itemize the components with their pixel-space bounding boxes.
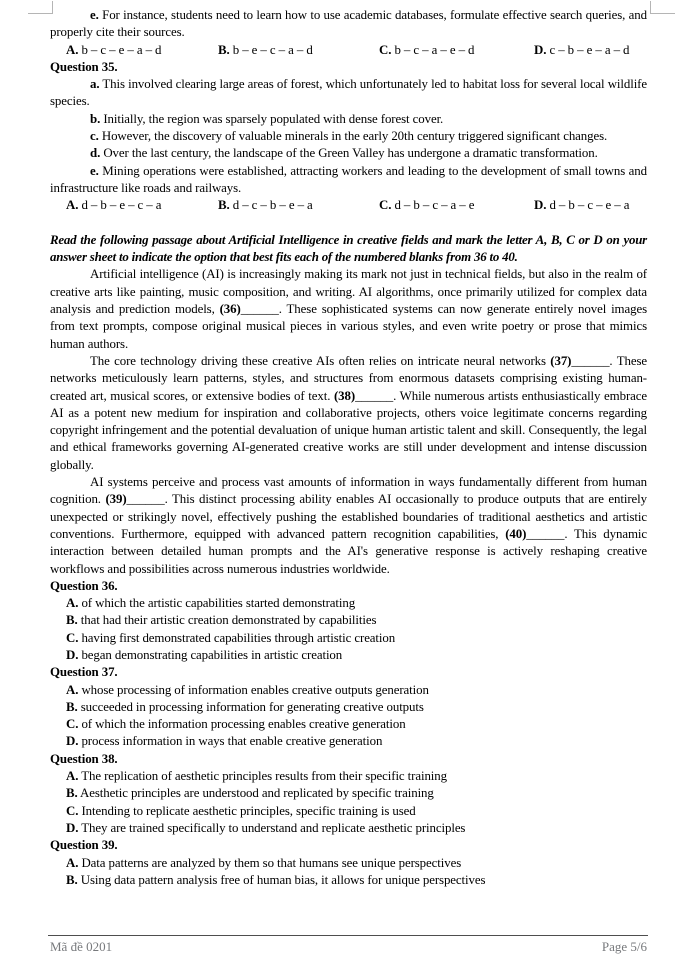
option-line <box>50 803 647 820</box>
option-text: Using data pattern analysis free of human bias, it allows for unique perspectives <box>77 872 486 887</box>
answer-option <box>218 197 379 214</box>
paragraph <box>50 163 647 198</box>
bold-text: a. <box>90 77 100 92</box>
option-label: D. <box>66 734 79 749</box>
option-text: of which the information processing enables creative generation <box>78 717 406 732</box>
option-line <box>50 682 647 699</box>
paragraph <box>50 111 647 128</box>
option-text: b – c – a – e – d <box>391 42 475 57</box>
option-text: d – b – e – c – a <box>78 198 162 213</box>
bold-text: (39) <box>105 492 127 507</box>
option-text: b – c – e – a – d <box>78 42 162 57</box>
exam-code: Mã đề 0201 <box>50 939 113 954</box>
option-line <box>50 647 647 664</box>
option-label: A. <box>66 682 79 697</box>
option-text: d – b – c – e – a <box>546 198 630 213</box>
option-text: The replication of aesthetic principles results from their specific training <box>78 769 447 784</box>
option-label: B. <box>66 872 78 887</box>
text-segment: Over the last century, the landscape of the Green Valley has undergone a dramatic transformation. <box>100 146 598 161</box>
option-label: B. <box>66 613 78 628</box>
page-number: Page 5/6 <box>601 939 647 954</box>
option-line <box>50 768 647 785</box>
bold-text: (37) <box>550 353 572 368</box>
option-line <box>50 630 647 647</box>
text-segment: AI systems perceive and process vast amounts of information in ways fundamentally different from human cognition. <box>50 475 647 507</box>
option-label: A. <box>66 198 79 213</box>
text-segment: However, the discovery of valuable minerals in the early 20th century triggered significant changes. <box>98 129 608 144</box>
answer-option <box>379 42 534 59</box>
option-label: B. <box>66 699 78 714</box>
option-label: D. <box>66 647 79 662</box>
text-segment: ______. This distinct processing ability enables AI occasionally to produce outputs that are entirely unexpected or strikingly novel, effectively pushing the established boundaries of traditional aesthetics and artistic conventions. Furthermore, equipped with advanced pattern recognition capabilities, <box>50 492 647 541</box>
question-header: Question 35. <box>50 59 118 74</box>
option-text: c – b – e – a – d <box>546 42 630 57</box>
paragraph <box>50 128 647 145</box>
text-segment: The core technology driving these creative AIs often relies on intricate neural networks <box>90 353 551 368</box>
text-segment: ______. These networks meticulously learn patterns, styles, and structures from enormous datasets comprising existing human-created art, musical scores, or extensive bodies of text. <box>50 353 647 403</box>
bold-text: e. <box>90 8 99 22</box>
paragraph <box>50 266 647 352</box>
option-label: B. <box>66 786 78 801</box>
option-text: having first demonstrated capabilities through artistic creation <box>78 630 396 645</box>
option-text: succeeded in processing information for generating creative outputs <box>77 699 424 714</box>
option-text: that had their artistic creation demonstrated by capabilities <box>77 613 377 628</box>
option-text: Data patterns are analyzed by them so that humans see unique perspectives <box>78 855 462 870</box>
option-text: Intending to replicate aesthetic principles, specific training is used <box>78 803 416 818</box>
paragraph <box>50 353 647 474</box>
document-body <box>50 7 647 889</box>
text-segment: ______. This dynamic interaction between detailed human prompts and the AI's generative response is actively reshaping creative workflows and possibilities across numerous industries worldwide. <box>50 526 647 576</box>
option-label: D. <box>534 198 547 213</box>
paragraph <box>50 474 647 578</box>
option-line <box>50 699 647 716</box>
paragraph <box>50 76 647 111</box>
option-text: whose processing of information enables creative outputs generation <box>78 682 429 697</box>
option-line <box>50 872 647 889</box>
text-segment: Initially, the region was sparsely populated with dense forest cover. <box>100 111 444 126</box>
option-label: A. <box>66 769 79 784</box>
question-header: Question 36. <box>50 578 118 593</box>
option-text: process information in ways that enable creative generation <box>78 734 383 749</box>
blank-line <box>50 215 647 232</box>
margin-mark-top-right <box>650 1 675 14</box>
text-segment: Mining operations were established, attracting workers and leading to the development of small towns and infrastructure like roads and railways. <box>50 163 647 195</box>
option-line <box>50 820 647 837</box>
question-header: Question 38. <box>50 751 118 766</box>
answer-options-row <box>50 42 647 59</box>
option-label: C. <box>379 198 392 213</box>
footer-separator <box>48 935 648 936</box>
option-label: C. <box>66 717 79 732</box>
option-line <box>50 785 647 802</box>
bold-text: d. <box>90 146 101 161</box>
text-segment: ______. These sophisticated systems can now generate entirely novel images from text prompts, compose original musical pieces in various styles, and even write poetry or prose that mimics human authors. <box>50 302 647 351</box>
answer-option <box>534 42 647 59</box>
option-text: began demonstrating capabilities in artistic creation <box>78 647 343 662</box>
option-line <box>50 612 647 629</box>
answer-option <box>66 197 218 214</box>
page-footer <box>50 939 647 955</box>
text-segment: Artificial intelligence (AI) is increasingly making its mark not just in technical fields, but also in the realm of creative arts like painting, music composition, and writing. AI algorithms, once primarily utilized for complex data analysis and prediction models, <box>50 267 647 317</box>
option-text: b – e – c – a – d <box>229 42 313 57</box>
bold-text: e. <box>90 163 99 178</box>
option-line <box>50 595 647 612</box>
option-label: D. <box>66 820 79 835</box>
bold-text: (40) <box>505 526 527 541</box>
option-text: They are trained specifically to understand and replicate aesthetic principles <box>78 820 466 835</box>
text-segment: For instance, students need to learn how to use academic databases, formulate effective search queries, and properly cite their sources. <box>50 8 647 40</box>
option-line <box>50 716 647 733</box>
option-label: C. <box>66 803 79 818</box>
paragraph <box>50 145 647 162</box>
bold-text: (38) <box>333 388 356 403</box>
text-segment: ______. While numerous artists enthusiastically embrace AI as a potent new medium for inspiration and collaborative projects, others voice legitimate concerns regarding copyright infringement and the potential devaluation of unique human artistic talent and skill. Consequently, the legal and ethical frameworks governing AI-generated creative works are still under development and intense discussion globally. <box>50 388 647 472</box>
question-header: Question 39. <box>50 838 118 853</box>
answer-option <box>218 42 379 59</box>
bold-text: (36) <box>219 302 241 317</box>
answer-option <box>534 197 647 214</box>
option-text: Aesthetic principles are understood and replicated by specific training <box>77 786 434 801</box>
question-header: Question 37. <box>50 665 118 680</box>
paragraph <box>50 7 647 42</box>
option-label: A. <box>66 855 79 870</box>
option-label: A. <box>66 596 79 611</box>
option-label: C. <box>66 630 79 645</box>
option-line <box>50 855 647 872</box>
option-text: d – b – c – a – e <box>391 198 475 213</box>
answer-options-row <box>50 197 647 214</box>
bold-text: c. <box>90 129 99 144</box>
option-line <box>50 733 647 750</box>
option-label: B. <box>218 198 230 213</box>
option-label: C. <box>379 42 392 57</box>
bold-text: b. <box>90 111 101 126</box>
text-segment: This involved clearing large areas of forest, which unfortunately led to habitat loss for several local wildlife species. <box>50 77 647 109</box>
option-text: d – c – b – e – a <box>229 198 313 213</box>
answer-option <box>66 42 218 59</box>
instruction-paragraph: Read the following passage about Artificial Intelligence in creative fields and mark the letter A, B, C or D on your answer sheet to indicate the option that best fits each of the numbered blanks from 36 to 40. <box>50 232 647 265</box>
option-label: B. <box>218 42 230 57</box>
option-label: A. <box>66 42 79 57</box>
option-label: D. <box>534 42 547 57</box>
answer-option <box>379 197 534 214</box>
option-text: of which the artistic capabilities started demonstrating <box>78 596 356 611</box>
